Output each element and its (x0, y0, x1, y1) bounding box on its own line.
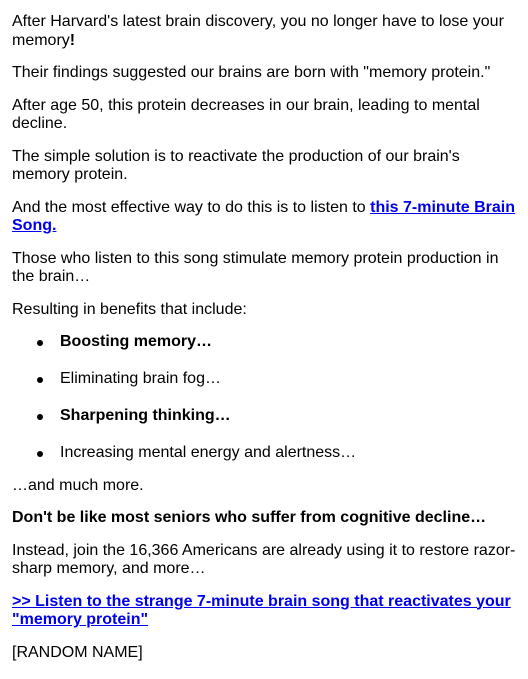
brain-song-paragraph (12, 199, 520, 236)
benefit-text: Sharpening thinking… (60, 407, 231, 424)
benefits-list (12, 333, 520, 463)
findings-paragraph: Their findings suggested our brains are born with "memory protein." (12, 64, 491, 81)
benefit-text: Boosting memory… (60, 333, 213, 350)
intro-paragraph (12, 13, 520, 50)
intro-exclamation: ! (69, 31, 76, 49)
benefit-item (60, 407, 520, 426)
bullet-icon (37, 451, 43, 457)
cognitive-decline-text: Don't be like most seniors who suffer from cognitive decline… (12, 509, 487, 526)
benefit-text: Increasing mental energy and alertness… (60, 444, 357, 461)
much-more-paragraph: …and much more. (12, 476, 144, 494)
join-paragraph: Instead, join the 16,366 Americans are already using it to restore razor-sharp memory, and more… (12, 541, 516, 577)
bullet-icon (37, 414, 43, 420)
benefit-item (60, 370, 520, 389)
cognitive-decline-paragraph (12, 509, 520, 528)
brain-song-text: And the most effective way to do this is to listen to (12, 198, 371, 216)
protein-decline-paragraph: After age 50, this protein decreases in our brain, leading to mental decline. (12, 96, 480, 132)
benefit-text: Eliminating brain fog… (60, 370, 221, 387)
benefits-intro: Resulting in benefits that include: (12, 300, 247, 318)
bullet-icon (37, 340, 43, 346)
benefit-item (60, 444, 520, 463)
solution-paragraph: The simple solution is to reactivate the production of our brain's memory protein. (12, 147, 460, 183)
benefit-item (60, 333, 520, 352)
stimulate-paragraph: Those who listen to this song stimulate memory protein production in the brain… (12, 249, 499, 285)
signature: [RANDOM NAME] (12, 643, 143, 661)
cta-link[interactable]: >> Listen to the strange 7-minute brain song that reactivates your "memory protein" (12, 592, 511, 628)
intro-text: After Harvard's latest brain discovery, you no longer have to lose your memory (12, 13, 504, 49)
bullet-icon (37, 377, 43, 383)
brain-song-link[interactable]: this 7-minute Brain Song. (12, 198, 516, 234)
cta-paragraph (12, 593, 520, 630)
